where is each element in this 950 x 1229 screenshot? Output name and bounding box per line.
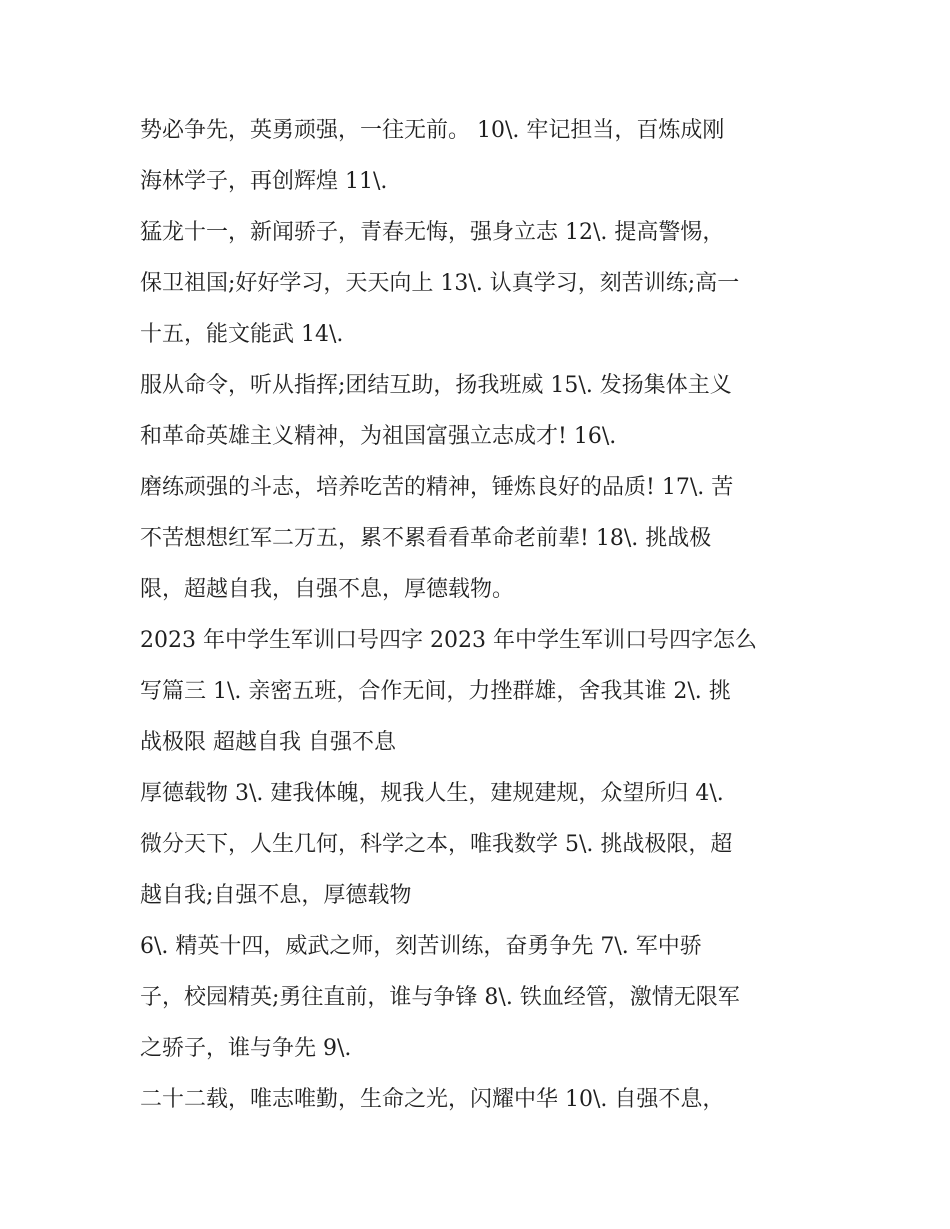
text-line: 2023 年中学生军训口号四字 2023 年中学生军训口号四字怎么 — [140, 628, 757, 653]
text-line: 子，校园精英;勇往直前，谁与争锋 8\. 铁血经管，激情无限军 — [140, 985, 740, 1010]
text-line: 十五，能文能武 14\. — [140, 322, 344, 347]
text-line: 势必争先，英勇顽强，一往无前。 10\. 牢记担当，百炼成刚 — [140, 118, 725, 143]
text-line: 限，超越自我，自强不息，厚德载物。 — [140, 577, 515, 602]
text-line: 战极限 超越自我 自强不息 — [140, 730, 396, 755]
text-line: 海林学子，再创辉煌 11\. — [140, 169, 388, 194]
text-line: 猛龙十一，新闻骄子，青春无悔，强身立志 12\. 提高警惕， — [140, 220, 725, 245]
body-text — [140, 105, 830, 1125]
text-line: 写篇三 1\. 亲密五班，合作无间，力挫群雄，舍我其谁 2\. 挑 — [140, 679, 731, 704]
text-line: 不苦想想红军二万五，累不累看看革命老前辈! 18\. 挑战极 — [140, 526, 712, 551]
text-line: 保卫祖国;好好学习，天天向上 13\. 认真学习，刻苦训练;高一 — [140, 271, 740, 296]
text-line: 6\. 精英十四，威武之师，刻苦训练，奋勇争先 7\. 军中骄 — [140, 934, 702, 959]
text-line: 越自我;自强不息，厚德载物 — [140, 883, 412, 908]
text-line: 二十二载，唯志唯勤，生命之光，闪耀中华 10\. 自强不息， — [140, 1087, 725, 1112]
text-line: 微分天下，人生几何，科学之本，唯我数学 5\. 挑战极限，超 — [140, 832, 733, 857]
text-line: 磨练顽强的斗志，培养吃苦的精神，锤炼良好的品质! 17\. 苦 — [140, 475, 734, 500]
text-line: 和革命英雄主义精神，为祖国富强立志成才! 16\. — [140, 424, 617, 449]
text-line: 服从命令，听从指挥;团结互助，扬我班威 15\. 发扬集体主义 — [140, 373, 732, 398]
text-line: 厚德载物 3\. 建我体魄，规我人生，建规建规，众望所归 4\. — [140, 781, 724, 806]
text-line: 之骄子，谁与争先 9\. — [140, 1036, 352, 1061]
